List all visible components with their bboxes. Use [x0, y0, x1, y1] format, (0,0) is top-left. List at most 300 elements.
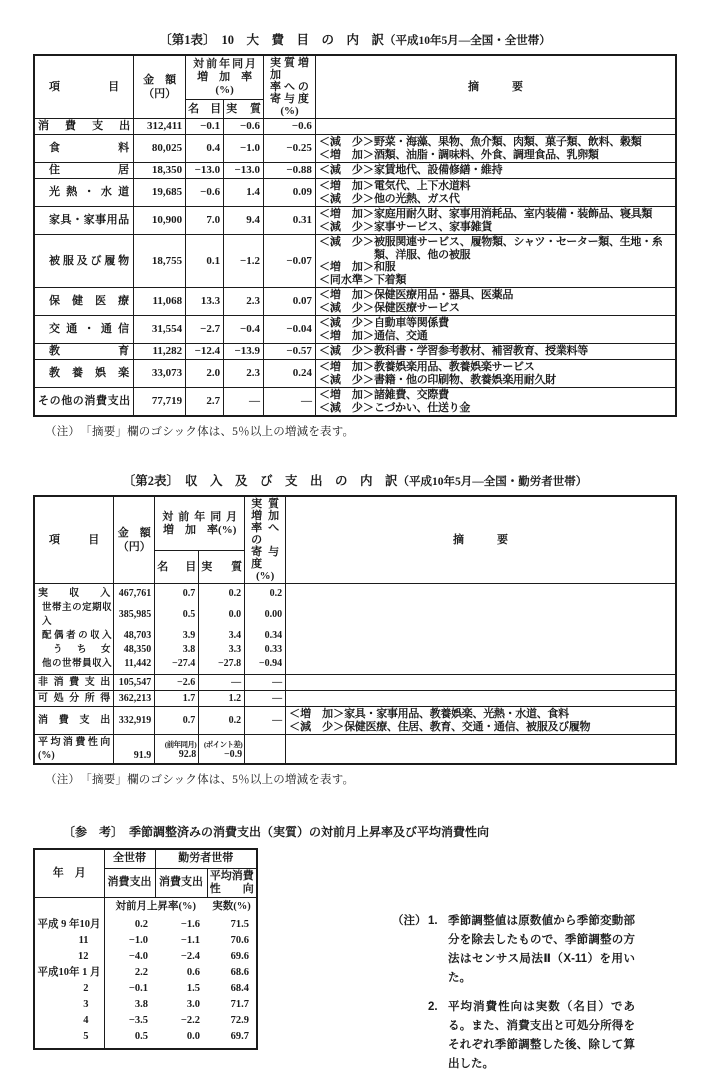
changed-items: 電気代、上下水道料 — [373, 180, 471, 192]
nominal-rate-cell: 2.7 — [186, 388, 224, 417]
changed-items: 保健医療用品・器具、医薬品 — [373, 289, 514, 301]
real-rate-cell: 0.2 — [199, 707, 245, 735]
contribution-cell: 0.31 — [264, 207, 316, 235]
contribution-cell: 0.00 — [245, 601, 286, 629]
table2-row — [34, 643, 676, 657]
item-label: 光熱・水道 — [34, 179, 134, 207]
summary-cell — [315, 288, 676, 316]
amount-cell: 312,411 — [134, 119, 186, 135]
subheader-blank-cell — [34, 897, 104, 915]
amount-cell: 332,919 — [114, 707, 155, 735]
amount-cell: 48,703 — [114, 629, 155, 643]
year-month-cell: 3 — [34, 997, 104, 1013]
real-rate-cell: 2.3 — [224, 360, 264, 388]
worker-households-value: −2.4 — [180, 951, 200, 962]
item-label: 家具・家事用品 — [34, 207, 134, 235]
note-item-1 — [428, 912, 635, 988]
real-rate-cell: — — [199, 675, 245, 691]
all-households-value: 0.5 — [134, 1031, 148, 1042]
contribution-cell: 0.07 — [264, 288, 316, 316]
contribution-cell: −0.6 — [264, 119, 316, 135]
table3 — [33, 848, 258, 1050]
all-households-value: −0.1 — [128, 983, 148, 994]
table1-row — [34, 235, 676, 288]
section-reference — [33, 823, 707, 1084]
cell-line: 92.8 — [178, 749, 197, 760]
amount-cell: 105,547 — [114, 675, 155, 691]
real-rate-cell: — — [224, 388, 264, 417]
table2-title-main: 収 入 及 び 支 出 の 内 訳 — [185, 474, 398, 488]
real-rate-cell — [199, 735, 245, 765]
table2-body — [34, 584, 676, 765]
table1-row — [34, 179, 676, 207]
changed-items: 諸雑費、交際費 — [373, 389, 449, 401]
change-direction-tag: ＜減 少＞ — [318, 236, 374, 248]
summary-line — [319, 345, 672, 358]
all-households-value: 3.8 — [134, 999, 148, 1010]
real-rate-cell: 9.4 — [224, 207, 264, 235]
table2-row — [34, 675, 676, 691]
col-header-worker-households: 勤労者世帯 — [155, 849, 257, 868]
nominal-rate-cell: −2.7 — [186, 316, 224, 344]
table1-row — [34, 360, 676, 388]
change-direction-tag: ＜減 少＞ — [318, 401, 374, 414]
change-direction-tag: ＜増 加＞ — [318, 261, 374, 273]
changed-items: こづかい、仕送り金 — [373, 401, 471, 414]
real-rate-cell: −13.0 — [224, 163, 264, 179]
col-header-summary: 摘 要 — [286, 496, 676, 584]
summary-line — [319, 180, 672, 193]
table2-note: （注） 「摘要」欄のゴシック体は、5％以上の増減を表す。 — [45, 774, 355, 786]
table2-header — [34, 496, 676, 584]
col-header-yoy-rate — [155, 496, 245, 551]
summary-line — [319, 302, 672, 315]
change-direction-tag: ＜減 少＞ — [318, 301, 374, 314]
amount-cell: 77,719 — [134, 388, 186, 417]
amount-cell: 18,755 — [134, 235, 186, 288]
worker-households-value: 3.0 — [186, 999, 200, 1010]
subheader-actual: 実数(%) — [212, 901, 251, 913]
summary-line — [319, 361, 672, 374]
contribution-cell: — — [264, 388, 316, 417]
changed-items: 通信、交通 — [373, 329, 428, 342]
item-label: 可処分所得 — [34, 691, 114, 707]
summary-cell — [315, 179, 676, 207]
amount-header-line1: 金 額 — [143, 74, 177, 86]
rate-header-line1: 対前年同月 — [193, 58, 257, 71]
col-header-all-households: 全世帯 — [104, 849, 155, 868]
summary-cell — [286, 584, 676, 602]
table3-header — [34, 849, 257, 915]
table3-title: 〔参 考〕 季節調整済みの消費支出（実質）の対前月上昇率及び平均消費性向 — [63, 825, 490, 839]
changed-items: 家事サービス、家事雑貨 — [373, 220, 492, 233]
col-header-real: 実質 — [224, 100, 264, 119]
section-table1 — [33, 30, 677, 439]
table2-row — [34, 601, 676, 629]
year-month-cell: 平成10年 1 月 — [34, 965, 104, 981]
all-households-value: −3.5 — [128, 1015, 148, 1026]
contribution-cell: −0.07 — [264, 235, 316, 288]
summary-line — [319, 389, 672, 402]
table1-title — [33, 30, 677, 48]
amount-header-line2: （円） — [143, 88, 177, 100]
contribution-cell: 0.33 — [245, 643, 286, 657]
table2-row — [34, 691, 676, 707]
nominal-rate-cell — [155, 735, 199, 765]
contribution-cell: — — [245, 691, 286, 707]
table1-row — [34, 288, 676, 316]
changed-items: 他の光熱、ガス代 — [373, 192, 460, 205]
summary-line — [319, 208, 672, 221]
reference-body — [33, 848, 707, 1084]
summary-line — [319, 164, 672, 177]
avg-propensity-value: 72.9 — [230, 1015, 249, 1026]
cell-line: (ポイント差) — [203, 740, 243, 749]
change-direction-tag: ＜減 少＞ — [318, 345, 374, 358]
table3-row — [34, 997, 257, 1013]
table2-row — [34, 657, 676, 675]
change-direction-tag: ＜減 少＞ — [318, 164, 374, 177]
table2-row — [34, 735, 676, 765]
contribution-cell: 0.2 — [245, 584, 286, 602]
real-rate-cell: 0.0 — [199, 601, 245, 629]
col-header-item-label: 項目 — [49, 533, 100, 546]
item-label: 保健医療 — [34, 288, 134, 316]
table2-header-row-1 — [34, 496, 676, 551]
contrib-header-line3: 寄与度 — [251, 546, 280, 570]
change-direction-tag: ＜同水準＞ — [318, 273, 374, 286]
item-label: 配偶者の収入 — [34, 629, 114, 643]
item-label: 教養娯楽 — [34, 360, 134, 388]
summary-cell — [286, 601, 676, 629]
nominal-rate-cell: −0.6 — [186, 179, 224, 207]
col-header-nominal: 名目 — [155, 551, 199, 584]
nominal-rate-cell: −0.1 — [186, 119, 224, 135]
summary-cell — [315, 316, 676, 344]
contribution-cell: 0.24 — [264, 360, 316, 388]
note-2-number: 2. — [428, 1001, 438, 1013]
change-direction-tag: ＜減 少＞ — [318, 373, 374, 386]
contribution-cell: −0.94 — [245, 657, 286, 675]
year-month-cell: 4 — [34, 1013, 104, 1029]
real-rate-cell: −0.6 — [224, 119, 264, 135]
table2-title — [33, 471, 677, 489]
table1-header-row-1 — [34, 55, 676, 100]
summary-cell — [315, 119, 676, 135]
nominal-rate-cell: −13.0 — [186, 163, 224, 179]
table3-row — [34, 965, 257, 981]
summary-line — [319, 136, 672, 149]
table1-row — [34, 207, 676, 235]
changed-items: 被服関連サービス、履物類、シャツ・セーター類、生地・糸類、洋服、他の被服 — [373, 236, 663, 261]
item-label: 食料 — [34, 135, 134, 163]
nominal-rate-cell: −2.6 — [155, 675, 199, 691]
item-label: うち女 — [34, 643, 114, 657]
real-rate-cell: −27.8 — [199, 657, 245, 675]
summary-cell — [315, 235, 676, 288]
avg-propensity-value: 68.6 — [230, 967, 249, 978]
nominal-rate-cell: 0.1 — [186, 235, 224, 288]
summary-cell — [315, 360, 676, 388]
contribution-cell: — — [245, 675, 286, 691]
avg-propensity-value: 71.5 — [230, 919, 249, 930]
summary-cell — [286, 629, 676, 643]
real-rate-cell: −13.9 — [224, 344, 264, 360]
table2-title-period: （平成10年5月―全国・勤労者世帯） — [397, 476, 588, 488]
amount-header-line1: 金 額 — [117, 527, 151, 539]
year-month-cell: 11 — [34, 933, 104, 949]
year-month-cell: 2 — [34, 981, 104, 997]
col-header-amount — [134, 55, 186, 119]
table1-header — [34, 55, 676, 119]
real-rate-cell: 3.4 — [199, 629, 245, 643]
amount-cell: 11,068 — [134, 288, 186, 316]
change-direction-tag: ＜減 少＞ — [318, 192, 374, 205]
cell-line: (前年同月) — [164, 740, 197, 749]
all-households-value: −1.0 — [128, 935, 148, 946]
real-rate-cell: 3.3 — [199, 643, 245, 657]
year-month-cell: 平成 9 年10月 — [34, 915, 104, 933]
col-header-real: 実質 — [199, 551, 245, 584]
table3-notes — [392, 912, 635, 1084]
changed-items: 保健医療、住居、教育、交通・通信、被服及び履物 — [344, 720, 591, 733]
col-header-yoy-rate — [186, 55, 264, 100]
table1-row — [34, 388, 676, 417]
contribution-cell: −0.04 — [264, 316, 316, 344]
col-header-summary: 摘 要 — [315, 55, 676, 119]
summary-line — [319, 317, 672, 330]
amount-cell: 48,350 — [114, 643, 155, 657]
amount-cell: 10,900 — [134, 207, 186, 235]
nominal-rate-cell: 1.7 — [155, 691, 199, 707]
table1-body — [34, 119, 676, 417]
amount-cell: 31,554 — [134, 316, 186, 344]
contribution-cell — [245, 735, 286, 765]
table3-row — [34, 1029, 257, 1049]
item-label: 教育 — [34, 344, 134, 360]
summary-line — [319, 374, 672, 387]
change-direction-tag: ＜増 加＞ — [318, 208, 374, 220]
apc-header-line1: 平均消費 — [209, 869, 254, 882]
cell-line: −0.9 — [223, 749, 243, 760]
avg-propensity-value: 68.4 — [230, 983, 249, 994]
change-direction-tag: ＜増 加＞ — [318, 329, 374, 342]
worker-households-value: −1.1 — [180, 935, 200, 946]
change-direction-tag: ＜増 加＞ — [318, 361, 374, 373]
contribution-cell: 0.34 — [245, 629, 286, 643]
summary-line — [319, 149, 672, 162]
nominal-rate-cell: 3.9 — [155, 629, 199, 643]
change-direction-tag: ＜減 少＞ — [318, 136, 374, 148]
summary-line — [319, 221, 672, 234]
item-label: 被服及び履物 — [34, 235, 134, 288]
summary-cell — [315, 388, 676, 417]
summary-cell — [286, 657, 676, 675]
real-rate-cell: −1.0 — [224, 135, 264, 163]
table1-title-period: （平成10年5月―全国・全世帯） — [384, 35, 551, 47]
item-label: その他の消費支出 — [34, 388, 134, 417]
changed-items: 野菜・海藻、果物、魚介類、肉類、菓子類、飲料、穀類 — [373, 136, 642, 148]
item-label: 消費支出 — [34, 707, 114, 735]
note-1-number: 1. — [428, 915, 438, 927]
changed-items: 下着類 — [373, 273, 407, 286]
table2 — [33, 495, 677, 765]
table2-row — [34, 584, 676, 602]
contribution-cell: −0.88 — [264, 163, 316, 179]
all-households-value: −4.0 — [128, 951, 148, 962]
real-rate-cell: 0.2 — [199, 584, 245, 602]
year-month-cell: 5 — [34, 1029, 104, 1049]
nominal-rate-cell: 0.4 — [186, 135, 224, 163]
amount-cell: 385,985 — [114, 601, 155, 629]
summary-cell — [286, 735, 676, 765]
avg-propensity-value: 69.6 — [230, 951, 249, 962]
col-header-amount — [114, 496, 155, 584]
contribution-cell: −0.57 — [264, 344, 316, 360]
changed-items: 家賃地代、設備修繕・維持 — [373, 164, 503, 177]
change-direction-tag: ＜減 少＞ — [318, 220, 374, 233]
change-direction-tag: ＜減 少＞ — [289, 720, 345, 733]
amount-cell: 80,025 — [134, 135, 186, 163]
change-direction-tag: ＜増 加＞ — [318, 148, 374, 161]
table3-subheader-row — [34, 897, 257, 915]
year-month-cell: 12 — [34, 949, 104, 965]
worker-households-value: 1.5 — [186, 983, 200, 994]
changed-items: 家庭用耐久財、家事用消耗品、室内装備・装飾品、寝具類 — [373, 208, 653, 220]
amount-cell: 11,442 — [114, 657, 155, 675]
contribution-cell: −0.25 — [264, 135, 316, 163]
table1-row — [34, 344, 676, 360]
avg-propensity-value: 69.7 — [230, 1031, 249, 1042]
change-direction-tag: ＜増 加＞ — [289, 708, 345, 720]
table3-row — [34, 933, 257, 949]
table3-header-row-1 — [34, 849, 257, 868]
worker-households-value: −2.2 — [180, 1015, 200, 1026]
all-households-value: 0.2 — [134, 919, 148, 930]
apc-header-line2: 性 向 — [209, 882, 254, 895]
nominal-rate-cell: −12.4 — [186, 344, 224, 360]
note-items — [428, 912, 635, 1084]
contribution-cell: — — [245, 707, 286, 735]
col-header-year-month: 年 月 — [34, 849, 104, 897]
nominal-rate-cell: 0.5 — [155, 601, 199, 629]
note-2-text: 平均消費性向は実数（名目）である。また、消費支出と可処分所得をそれぞれ季節調整した後、除して算出した。 — [448, 1001, 635, 1070]
amount-cell: 19,685 — [134, 179, 186, 207]
avg-propensity-value: 71.7 — [230, 999, 249, 1010]
table3-row — [34, 915, 257, 933]
item-label: 実収入 — [34, 584, 114, 602]
table2-title-label: 〔第2表〕 — [122, 474, 179, 488]
summary-line — [319, 402, 672, 415]
nominal-rate-cell: −27.4 — [155, 657, 199, 675]
col-header-consumption-all: 消費支出 — [104, 868, 155, 897]
nominal-rate-cell: 0.7 — [155, 584, 199, 602]
changed-items: 保健医療サービス — [373, 301, 460, 314]
item-label: 住居 — [34, 163, 134, 179]
summary-cell — [286, 675, 676, 691]
worker-households-value: 0.0 — [186, 1031, 200, 1042]
contrib-header-line3: 寄与度 — [270, 93, 309, 105]
table2-row — [34, 707, 676, 735]
amount-header-line2: （円） — [117, 541, 151, 553]
rate-header-line2: 増 加 率(%) — [163, 523, 237, 536]
summary-line — [319, 274, 672, 287]
table1-row — [34, 119, 676, 135]
table1-title-label: 〔第1表〕 — [159, 33, 216, 47]
summary-line — [319, 261, 672, 274]
item-label: 世帯主の定期収入 — [34, 601, 114, 629]
contrib-header-line4: (%) — [255, 570, 275, 582]
col-header-consumption-worker: 消費支出 — [155, 868, 207, 897]
contrib-header-line1: 実質増加 — [270, 57, 309, 81]
item-label: 他の世帯員収入 — [34, 657, 114, 675]
col-header-contribution — [245, 496, 286, 584]
summary-cell — [315, 135, 676, 163]
real-rate-cell: 1.2 — [199, 691, 245, 707]
summary-line — [319, 289, 672, 302]
summary-cell — [286, 643, 676, 657]
table1-row — [34, 163, 676, 179]
col-header-avg-propensity — [207, 868, 257, 897]
col-header-nominal: 名目 — [186, 100, 224, 119]
changed-items: 和服 — [373, 261, 396, 273]
changed-items: 家具・家事用品、教養娯楽、光熱・水道、食料 — [344, 708, 569, 720]
section-table2 — [33, 471, 677, 787]
table2-row — [34, 629, 676, 643]
amount-cell: 11,282 — [134, 344, 186, 360]
table1-row — [34, 316, 676, 344]
item-label: 交通・通信 — [34, 316, 134, 344]
table1-row — [34, 135, 676, 163]
item-label: 消費支出 — [34, 119, 134, 135]
amount-cell: 362,213 — [114, 691, 155, 707]
worker-households-value: 0.6 — [186, 967, 200, 978]
item-label: 非消費支出 — [34, 675, 114, 691]
summary-cell — [315, 163, 676, 179]
change-direction-tag: ＜減 少＞ — [318, 317, 374, 329]
summary-line — [319, 330, 672, 343]
summary-line — [289, 708, 672, 721]
summary-cell — [315, 344, 676, 360]
item-label: 平均消費性向(%) — [34, 735, 114, 765]
real-rate-cell: −1.2 — [224, 235, 264, 288]
rate-header-line1: 対前年同月 — [162, 510, 238, 523]
avg-propensity-value: 70.6 — [230, 935, 249, 946]
summary-cell — [286, 691, 676, 707]
note-label: （注） — [392, 915, 427, 927]
contrib-header-line2: 率への — [270, 81, 309, 93]
col-header-item — [34, 496, 114, 584]
summary-line — [319, 193, 672, 206]
summary-cell — [315, 207, 676, 235]
change-direction-tag: ＜増 加＞ — [318, 180, 374, 192]
amount-cell: 91.9 — [114, 735, 155, 765]
col-header-item — [34, 55, 134, 119]
real-rate-cell: −0.4 — [224, 316, 264, 344]
col-header-contribution — [264, 55, 316, 119]
summary-line — [289, 721, 672, 734]
changed-items: 教科書・学習参考教材、補習教育、授業料等 — [373, 345, 588, 358]
worker-households-value: −1.6 — [180, 919, 200, 930]
table1-note: （注） 「摘要」欄のゴシック体は、5％以上の増減を表す。 — [45, 426, 355, 438]
contrib-header-line2: 率への — [251, 522, 280, 546]
changed-items: 酒類、油脂・調味料、外食、調理食品、乳卵類 — [373, 148, 599, 161]
nominal-rate-cell: 0.7 — [155, 707, 199, 735]
nominal-rate-cell: 7.0 — [186, 207, 224, 235]
table3-row — [34, 949, 257, 965]
amount-cell: 33,073 — [134, 360, 186, 388]
summary-line — [319, 236, 672, 261]
